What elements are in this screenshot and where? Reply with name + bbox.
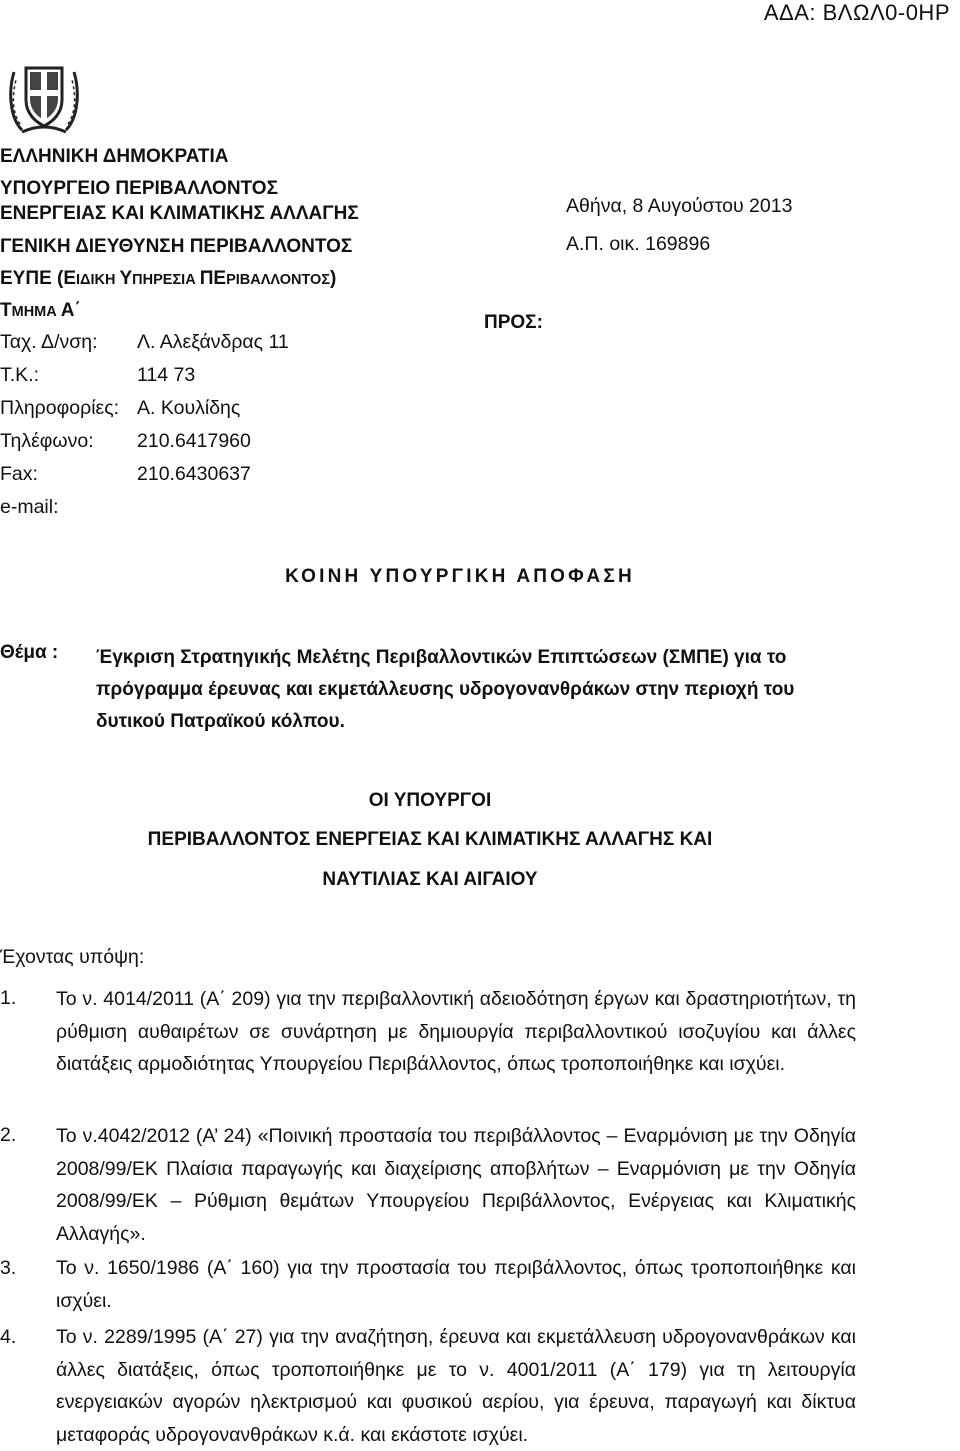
header-service: ΕΥΠΕ (ΕΙΔΙΚΗ ΥΠΗΡΕΣΙΑ ΠΕΡΙΒΑΛΛΟΝΤΟΣ) [0, 268, 337, 289]
subject-text: Έγκριση Στρατηγικής Μελέτης Περιβαλλοντικών Επιπτώσεων (ΣΜΠΕ) για το πρόγραμμα έρευνας και εκμετάλλευσης υδρογονανθράκων στην περιοχή του δυτικού Πατραϊκού κόλπου. [96, 647, 795, 732]
contact-row-email [0, 491, 289, 524]
recipient-label: ΠΡΟΣ: [484, 312, 543, 333]
contact-row-address [0, 326, 289, 359]
document-title: ΚΟΙΝΗ ΥΠΟΥΡΓΙΚΗ ΑΠΟΦΑΣΗ [285, 566, 635, 587]
item-number: 4. [0, 1326, 17, 1348]
header-department: ΤΜΗΜΑ Α΄ [0, 300, 81, 321]
header-ministry-line1: ΥΠΟΥΡΓΕΙΟ ΠΕΡΙΒΑΛΛΟΝΤΟΣ [0, 178, 278, 199]
header-republic: ΕΛΛΗΝΙΚΗ ΔΗΜΟΚΡΑΤΙΑ [0, 146, 229, 167]
contact-row-postcode [0, 359, 289, 392]
contact-value: 210.6430637 [137, 463, 251, 485]
date-line: Αθήνα, 8 Αυγούστου 2013 [566, 195, 793, 217]
having-regard-label: Έχοντας υπόψη: [0, 946, 145, 968]
item-text: Το ν. 2289/1995 (Α΄ 27) για την αναζήτηση, έρευνα και εκμετάλλευση υδρογονανθράκων και άλλες διατάξεις, όπως τροποποιήθηκε με το ν. 4001/2011 (Α΄ 179) για τη λειτουργία ενεργειακών αγορών ηλεκτρισμού και φυσικού αερίου, για έρευνα, παραγωγή και δίκτυα μεταφοράς υδρογονανθράκων κ.ά. και εκάστοτε ισχύει. [56, 1326, 856, 1446]
subject-label: Θέμα : [0, 642, 59, 663]
contact-block [0, 326, 289, 524]
contact-label: e-mail: [0, 496, 59, 518]
contact-row-info [0, 392, 289, 425]
protocol-number: Α.Π. οικ. 169896 [566, 233, 711, 255]
contact-value: 210.6417960 [137, 430, 251, 452]
contact-label: Ταχ. Δ/νση: [0, 331, 98, 353]
contact-value: Λ. Αλεξάνδρας 11 [137, 331, 289, 353]
contact-value: 114 73 [137, 364, 196, 386]
greek-coat-of-arms-icon [2, 52, 86, 136]
contact-label: Τηλέφωνο: [0, 430, 94, 452]
header-directorate: ΓΕΝΙΚΗ ΔΙΕΥΘΥΝΣΗ ΠΕΡΙΒΑΛΛΟΝΤΟΣ [0, 236, 353, 257]
item-number: 1. [0, 987, 17, 1009]
header-ministry-line2: ΕΝΕΡΓΕΙΑΣ ΚΑΙ ΚΛΙΜΑΤΙΚΗΣ ΑΛΛΑΓΗΣ [0, 203, 359, 224]
item-number: 3. [0, 1257, 17, 1279]
contact-value: Α. Κουλίδης [137, 397, 241, 419]
item-number: 2. [0, 1124, 17, 1146]
item-text: Το ν.4042/2012 (Α’ 24) «Ποινική προστασία του περιβάλλοντος – Εναρμόνιση με την Οδηγία 2008/99/ΕΚ Πλαίσια παραγωγής και διαχείρισης αποβλήτων – Εναρμόνιση με την Οδηγία 2008/99/ΕΚ – Ρύθμιση θεμάτων Υπουργείου Περιβάλλοντος, Ενέργειας και Κλιματικής Αλλαγής». [56, 1125, 856, 1245]
ministers-line3: ΝΑΥΤΙΛΙΑΣ ΚΑΙ ΑΙΓΑΙΟΥ [322, 869, 538, 890]
ada-code: ΑΔΑ: ΒΛΩΛ0-0ΗΡ [763, 0, 950, 25]
item-text: Το ν. 4014/2011 (Α΄ 209) για την περιβαλλοντική αδειοδότηση έργων και δραστηριοτήτων, τη ρύθμιση αυθαιρέτων σε συνάρτηση με δημιουργία περιβαλλοντικού ισοζυγίου και άλλες διατάξεις αρμοδιότητας Υπουργείου Περιβάλλοντος, όπως τροποποιήθηκε και ισχύει. [56, 988, 856, 1075]
ministers-line2: ΠΕΡΙΒΑΛΛΟΝΤΟΣ ΕΝΕΡΓΕΙΑΣ ΚΑΙ ΚΛΙΜΑΤΙΚΗΣ ΑΛΛΑΓΗΣ ΚΑΙ [147, 829, 713, 850]
ministers-line1: ΟΙ ΥΠΟΥΡΓΟΙ [368, 790, 492, 811]
contact-label: Τ.Κ.: [0, 364, 40, 386]
contact-label: Fax: [0, 463, 38, 485]
contact-row-fax [0, 458, 289, 491]
contact-label: Πληροφορίες: [0, 397, 120, 419]
contact-row-phone [0, 425, 289, 458]
item-text: Το ν. 1650/1986 (Α΄ 160) για την προστασία του περιβάλλοντος, όπως τροποποιήθηκε και ισχύει. [56, 1257, 856, 1312]
